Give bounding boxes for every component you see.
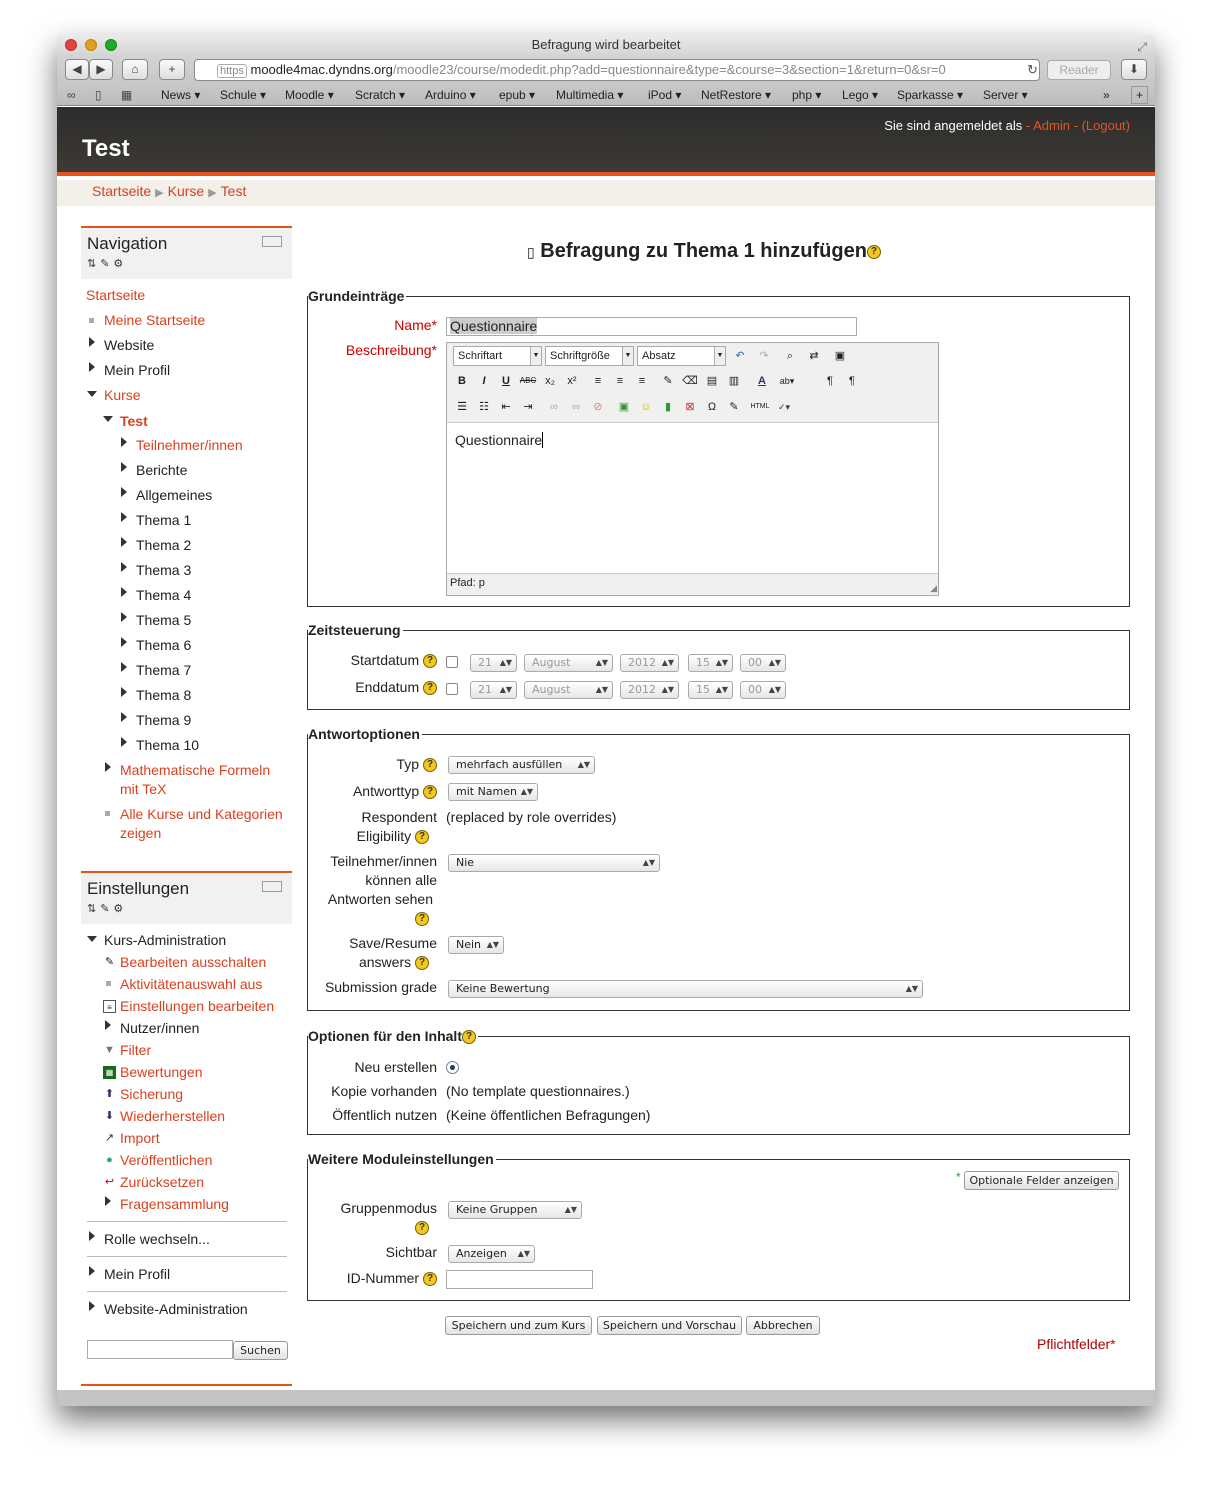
block-move-icons[interactable]: ⇅✎⚙ (87, 903, 128, 915)
type-select[interactable]: mehrfach ausfüllen ▲▼ (448, 756, 595, 774)
collapse-kurse-icon[interactable] (87, 391, 97, 397)
nav-kurse[interactable]: Kurse (104, 387, 141, 403)
window-bottom-bar (57, 1390, 1155, 1406)
undo-icon[interactable]: ↶ (735, 350, 745, 362)
bookmark-schule[interactable]: Schule ▾ (220, 88, 267, 102)
nav-course-item[interactable]: Thema 9 (136, 712, 192, 728)
text-color-icon[interactable]: A (758, 375, 766, 387)
expand-icon[interactable] (121, 462, 127, 472)
public-label: Öffentlich nutzen (332, 1107, 437, 1123)
nav-course-item[interactable]: Thema 2 (136, 537, 192, 553)
bookmark-epub[interactable]: epub ▾ (499, 88, 536, 102)
breadcrumb: Startseite ▶ Kurse ▶ Test (57, 180, 1155, 206)
grades-icon: ▦ (103, 1066, 116, 1079)
italic-icon[interactable]: I (482, 375, 486, 387)
end-month-select[interactable]: August ▲▼ (524, 681, 613, 699)
type-label: Typ ? (397, 756, 437, 772)
bookmark-ipod[interactable]: iPod ▾ (648, 88, 682, 102)
nav-course-item[interactable]: Thema 8 (136, 687, 192, 703)
home-icon[interactable]: ⌂ (122, 59, 148, 80)
subscript-icon[interactable]: x₂ (545, 375, 555, 387)
restore-icon: ⬇ (104, 1110, 115, 1122)
expand-icon[interactable] (121, 562, 127, 572)
url-host: moodle4mac.dyndns.org (250, 62, 393, 77)
end-minute-select[interactable]: 00 ▲▼ (740, 681, 786, 699)
breadcrumb-test[interactable]: Test (220, 183, 247, 199)
close-window-button[interactable] (65, 39, 77, 51)
settings-item[interactable]: Aktivitätenauswahl aus (120, 976, 263, 992)
response-fieldset (307, 726, 1130, 1011)
settings-item[interactable]: Zurücksetzen (120, 1174, 205, 1190)
zoom-window-button[interactable] (105, 39, 117, 51)
submission-grade-select[interactable]: Keine Bewertung ▲▼ (448, 980, 923, 998)
expand-users-icon[interactable] (105, 1020, 111, 1030)
page-title: ▯ Befragung zu Thema 1 hinzufügen ? (527, 240, 881, 263)
paste-word-icon[interactable]: ▥ (728, 375, 740, 387)
paste-text-icon[interactable]: ▤ (706, 375, 718, 387)
settings-site-admin[interactable]: Website-Administration (104, 1301, 248, 1317)
logout-link[interactable]: (Logout) (1081, 118, 1130, 133)
start-date-enable-checkbox[interactable] (446, 656, 458, 668)
settings-block (81, 871, 292, 924)
collapse-test-icon[interactable] (103, 416, 113, 422)
strikethrough-icon[interactable]: ABC (519, 376, 537, 385)
copy-value: (No template questionnaires.) (446, 1083, 630, 1099)
content-options-fieldset (307, 1028, 1130, 1135)
bookmark-news[interactable]: News ▾ (161, 88, 201, 102)
nav-course-item[interactable]: Thema 5 (136, 612, 192, 628)
bookmark-netrestore[interactable]: NetRestore ▾ (701, 88, 772, 102)
response-type-select[interactable]: mit Namen ▲▼ (448, 783, 538, 801)
start-date-label: Startdatum ? (351, 652, 437, 668)
optional-fields-button[interactable]: Optionale Felder anzeigen (964, 1171, 1119, 1190)
breadcrumb-kurse[interactable]: Kurse (167, 183, 205, 199)
nav-course-item[interactable]: Thema 10 (136, 737, 200, 753)
nolink-icon[interactable]: ⊘ (593, 401, 603, 413)
align-center-icon[interactable]: ≡ (616, 375, 624, 387)
new-tab-button[interactable]: + (1131, 86, 1148, 104)
eligibility-value: (replaced by role overrides) (446, 809, 617, 825)
nav-course-item[interactable]: Thema 4 (136, 587, 192, 603)
reload-icon[interactable]: ↻ (1027, 62, 1038, 77)
group-mode-label: Gruppenmodus (340, 1200, 437, 1216)
settings-item[interactable]: Einstellungen bearbeiten (120, 998, 275, 1014)
bookmark-arduino[interactable]: Arduino ▾ (425, 88, 476, 102)
link-icon[interactable]: ∞ (550, 401, 558, 413)
settings-title: Einstellungen (87, 879, 190, 898)
nav-math-course-2[interactable]: mit TeX (120, 781, 167, 797)
browser-toolbar (57, 56, 1155, 84)
navigation-title: Navigation (87, 234, 168, 253)
general-fieldset (307, 288, 1130, 607)
underline-icon[interactable]: U (502, 375, 510, 387)
nav-course-item[interactable]: Thema 3 (136, 562, 192, 578)
ltr-icon[interactable]: ¶ (827, 375, 833, 387)
see-answers-label-1: Teilnehmer/innen (330, 853, 437, 869)
settings-item[interactable]: Import (120, 1130, 160, 1146)
end-date-label: Enddatum ? (355, 679, 437, 695)
eraser-icon[interactable]: ⌫ (682, 375, 698, 387)
redo-icon[interactable]: ↷ (759, 350, 769, 362)
settings-kurs-admin[interactable]: Kurs-Administration (104, 932, 227, 948)
help-icon[interactable]: ? (415, 956, 429, 970)
module-settings-legend: Weitere Moduleinstellungen (308, 1151, 494, 1167)
end-day-select[interactable]: 21 ▲▼ (470, 681, 517, 699)
expand-icon[interactable] (121, 512, 127, 522)
help-icon[interactable]: ? (415, 912, 429, 926)
expand-profile-icon[interactable] (89, 1266, 95, 1276)
superscript-icon[interactable]: x² (567, 375, 577, 387)
nav-startseite[interactable]: Startseite (86, 287, 146, 303)
download-icon[interactable]: ⬇ (1121, 59, 1147, 80)
public-value: (Keine öffentlichen Befragungen) (446, 1107, 651, 1123)
font-family-select[interactable]: Schriftart ▼ (453, 346, 542, 366)
see-answers-select[interactable]: Nie ▲▼ (448, 854, 660, 872)
end-year-select[interactable]: 2012 ▲▼ (620, 681, 679, 699)
save-resume-label-1: Save/Resume (349, 935, 437, 951)
see-answers-label-3: Antworten sehen (327, 891, 433, 907)
login-info: Sie sind angemeldet als - Admin - (Logout) (884, 118, 1130, 133)
help-icon[interactable]: ? (867, 245, 881, 259)
reset-icon: ↩ (104, 1176, 115, 1188)
expand-icon[interactable] (121, 712, 127, 722)
fullscreen-icon[interactable]: ⤢ (1137, 40, 1147, 54)
url-path: /moodle23/course/modedit.php?add=questionnaire&type=&course=3&section=1&return=0&sr=0 (392, 62, 946, 77)
bold-icon[interactable]: B (458, 375, 466, 387)
bookmark-sparkasse[interactable]: Sparkasse ▾ (897, 88, 964, 102)
expand-icon[interactable] (121, 487, 127, 497)
nav-test[interactable]: Test (120, 413, 148, 429)
expand-icon[interactable] (121, 612, 127, 622)
help-icon[interactable]: ? (415, 1221, 429, 1235)
nav-course-item[interactable]: Allgemeines (136, 487, 213, 503)
find-icon[interactable]: ⌕ (786, 350, 794, 362)
site-name[interactable]: Test (82, 135, 130, 162)
eligibility-label-1: Respondent (361, 809, 437, 825)
bookmark-moodle[interactable]: Moodle ▾ (285, 88, 334, 102)
bookmark-php[interactable]: php ▾ (792, 88, 822, 102)
indent-icon[interactable]: ⇥ (523, 401, 533, 413)
window-title: Befragung wird bearbeitet (531, 37, 681, 52)
content-options-legend: Optionen für den Inhalt ? (308, 1028, 478, 1044)
editor-path: Pfad: p (450, 577, 485, 589)
navigation-block (81, 226, 292, 279)
nav-course-item[interactable]: Teilnehmer/innen (136, 437, 243, 453)
settings-item[interactable]: Wiederherstellen (120, 1108, 226, 1124)
id-number-input[interactable] (446, 1270, 593, 1289)
resize-handle-icon[interactable]: ◢ (930, 583, 937, 593)
save-and-return-button[interactable]: Speichern und zum Kurs (445, 1316, 592, 1335)
group-mode-select[interactable]: Keine Gruppen ▲▼ (448, 1201, 582, 1219)
align-left-icon[interactable]: ≡ (594, 375, 602, 387)
required-fields-note: Pflichtfelder* (1037, 1336, 1116, 1352)
settings-search-input[interactable] (87, 1340, 233, 1359)
settings-item[interactable]: Veröffentlichen (120, 1152, 213, 1168)
cleanup-icon[interactable]: ✎ (663, 375, 673, 387)
help-icon[interactable]: ? (423, 785, 437, 799)
image-icon[interactable]: ▣ (618, 401, 630, 413)
help-icon[interactable]: ? (423, 654, 437, 668)
outdent-icon[interactable]: ⇤ (501, 401, 511, 413)
settings-item[interactable]: Fragensammlung (120, 1196, 229, 1212)
nav-all-courses-2[interactable]: zeigen (120, 825, 162, 841)
align-right-icon[interactable]: ≡ (638, 375, 646, 387)
bookmark-scratch[interactable]: Scratch ▾ (355, 88, 406, 102)
expand-website-icon[interactable] (89, 337, 95, 347)
expand-icon[interactable] (121, 687, 127, 697)
title-bar (57, 34, 1155, 56)
submission-grade-label: Submission grade (324, 979, 437, 995)
questionnaire-icon: ▯ (527, 244, 535, 260)
nav-course-item[interactable]: Thema 1 (136, 512, 192, 528)
visible-select[interactable]: Anzeigen ▲▼ (448, 1245, 535, 1263)
unlink-icon[interactable]: ∞ (572, 401, 580, 413)
general-legend: Grundeinträge (308, 288, 405, 304)
description-label: Beschreibung* (345, 342, 437, 358)
help-icon[interactable]: ? (415, 830, 429, 844)
description-editor-area[interactable]: Questionnaire (447, 422, 938, 574)
new-create-radio[interactable] (446, 1061, 459, 1074)
browser-window (57, 34, 1155, 1406)
nav-course-item[interactable]: Berichte (136, 462, 188, 478)
format-select[interactable]: Absatz ▼ (637, 346, 726, 366)
block-move-icons[interactable]: ⇅✎⚙ (87, 258, 128, 270)
copy-label: Kopie vorhanden (331, 1083, 437, 1099)
expand-icon[interactable] (121, 437, 127, 447)
start-month-select[interactable]: August ▲▼ (524, 654, 613, 672)
rich-text-editor (446, 342, 939, 596)
help-icon[interactable]: ? (462, 1030, 476, 1044)
add-bookmark-button[interactable]: + (159, 59, 185, 80)
special-char-icon[interactable]: Ω (707, 401, 717, 413)
settings-item[interactable]: Filter (120, 1042, 152, 1058)
id-number-label: ID-Nummer ? (347, 1270, 437, 1286)
settings-icon: ≡ (103, 1000, 116, 1013)
expand-site-admin-icon[interactable] (89, 1301, 95, 1311)
help-icon[interactable]: ? (423, 1272, 437, 1286)
nav-math-course[interactable]: Mathematische Formeln (120, 762, 271, 778)
user-link[interactable]: Admin (1033, 118, 1070, 133)
expand-icon[interactable] (121, 737, 127, 747)
end-hour-select[interactable]: 15 ▲▼ (688, 681, 733, 699)
more-bookmarks-icon[interactable]: » (1103, 88, 1110, 102)
forward-button[interactable]: ▶ (89, 59, 113, 80)
start-year-select[interactable]: 2012 ▲▼ (620, 654, 679, 672)
numbered-list-icon[interactable]: ☷ (479, 401, 489, 413)
help-icon[interactable]: ? (423, 681, 437, 695)
nav-website[interactable]: Website (104, 337, 155, 353)
expand-math-icon[interactable] (105, 762, 111, 772)
expand-icon[interactable] (121, 587, 127, 597)
rtl-icon[interactable]: ¶ (849, 375, 855, 387)
save-resume-label-2: answers ? (359, 954, 429, 970)
reader-button[interactable]: Reader (1047, 60, 1111, 80)
save-and-preview-button[interactable]: Speichern und Vorschau (597, 1316, 742, 1335)
https-badge: https (217, 64, 247, 78)
expand-icon[interactable] (121, 662, 127, 672)
nav-mein-profil[interactable]: Mein Profil (104, 362, 171, 378)
import-icon: ↗ (104, 1132, 115, 1144)
module-settings-fieldset: Weitere Moduleinstellungen * Optionale Felder anzeigen Gruppenmodus ? Keine Gruppen ▲▼ Sichtbar Anzeigen ▲▼ ID-Nummer ? (307, 1159, 1130, 1301)
bookmarks-bar (57, 84, 1155, 106)
response-type-label: Antworttyp ? (353, 783, 437, 799)
name-input[interactable]: Questionnaire (446, 317, 857, 336)
timing-fieldset (307, 622, 1130, 710)
cancel-button[interactable]: Abbrechen (746, 1316, 820, 1335)
bookmark-multimedia[interactable]: Multimedia ▾ (556, 88, 624, 102)
page-header (57, 107, 1155, 176)
emoticon-icon[interactable]: ☺ (640, 401, 652, 413)
response-legend: Antwortoptionen (308, 726, 420, 742)
settings-item[interactable]: Bewertungen (120, 1064, 203, 1080)
html-icon[interactable]: HTML (750, 403, 770, 410)
bullet-list-icon[interactable]: ☰ (457, 401, 467, 413)
settings-search-button[interactable]: Suchen (233, 1341, 288, 1360)
settings-my-profile[interactable]: Mein Profil (104, 1266, 171, 1282)
fullscreen-icon[interactable]: ▣ (834, 350, 846, 362)
dock-block-icon[interactable] (262, 236, 282, 247)
address-bar[interactable] (194, 59, 1040, 81)
new-create-label: Neu erstellen (354, 1059, 437, 1075)
settings-item[interactable]: Bearbeiten ausschalten (120, 954, 267, 970)
bookmark-server[interactable]: Server ▾ (983, 88, 1028, 102)
bookmark-lego[interactable]: Lego ▾ (842, 88, 879, 102)
dock-block-icon[interactable] (262, 881, 282, 892)
spellcheck-icon[interactable]: ✓▾ (777, 402, 791, 412)
start-hour-select[interactable]: 15 ▲▼ (688, 654, 733, 672)
font-size-select[interactable]: Schriftgröße ▼ (545, 346, 634, 366)
nav-course-item[interactable]: Thema 6 (136, 637, 192, 653)
settings-item[interactable]: Sicherung (120, 1086, 184, 1102)
table-icon[interactable]: ⊠ (685, 401, 695, 413)
filter-icon: ▼ (104, 1044, 115, 1056)
visible-label: Sichtbar (385, 1244, 437, 1260)
start-minute-select[interactable]: 00 ▲▼ (740, 654, 786, 672)
nav-meine-startseite[interactable]: Meine Startseite (104, 312, 206, 328)
nav-course-item[interactable]: Thema 7 (136, 662, 192, 678)
breadcrumb-startseite[interactable]: Startseite (92, 183, 152, 199)
back-button[interactable]: ◀ (65, 59, 89, 80)
backup-icon: ⬆ (104, 1088, 115, 1100)
reading-list-icon[interactable]: ∞ ▯ ▦ (67, 88, 141, 102)
expand-role-icon[interactable] (89, 1231, 95, 1241)
timing-legend: Zeitsteuerung (308, 622, 401, 638)
end-date-enable-checkbox[interactable] (446, 683, 458, 695)
save-resume-select[interactable]: Nein ▲▼ (448, 936, 504, 954)
minimize-window-button[interactable] (85, 39, 97, 51)
collapse-kurs-admin-icon[interactable] (87, 936, 97, 942)
edit-html-icon[interactable]: ✎ (729, 401, 739, 413)
eligibility-label-2: Eligibility ? (357, 828, 429, 844)
nav-all-courses[interactable]: Alle Kurse und Kategorien (120, 806, 283, 822)
start-day-select[interactable]: 21 ▲▼ (470, 654, 517, 672)
publish-icon: ● (106, 1154, 113, 1166)
see-answers-label-2: können alle (365, 872, 437, 888)
expand-profil-icon[interactable] (89, 362, 95, 372)
highlight-icon[interactable]: ab▾ (779, 376, 795, 386)
edit-icon: ✎ (104, 956, 115, 968)
expand-icon[interactable] (121, 637, 127, 647)
name-label: Name* (394, 317, 437, 333)
settings-item[interactable]: Nutzer/innen (120, 1020, 200, 1036)
replace-icon[interactable]: ⇄ (809, 350, 819, 362)
help-icon[interactable]: ? (423, 758, 437, 772)
expand-icon[interactable] (121, 537, 127, 547)
expand-questions-icon[interactable] (105, 1196, 111, 1206)
media-icon[interactable]: ▮ (664, 401, 672, 413)
settings-switch-role[interactable]: Rolle wechseln... (104, 1231, 210, 1247)
